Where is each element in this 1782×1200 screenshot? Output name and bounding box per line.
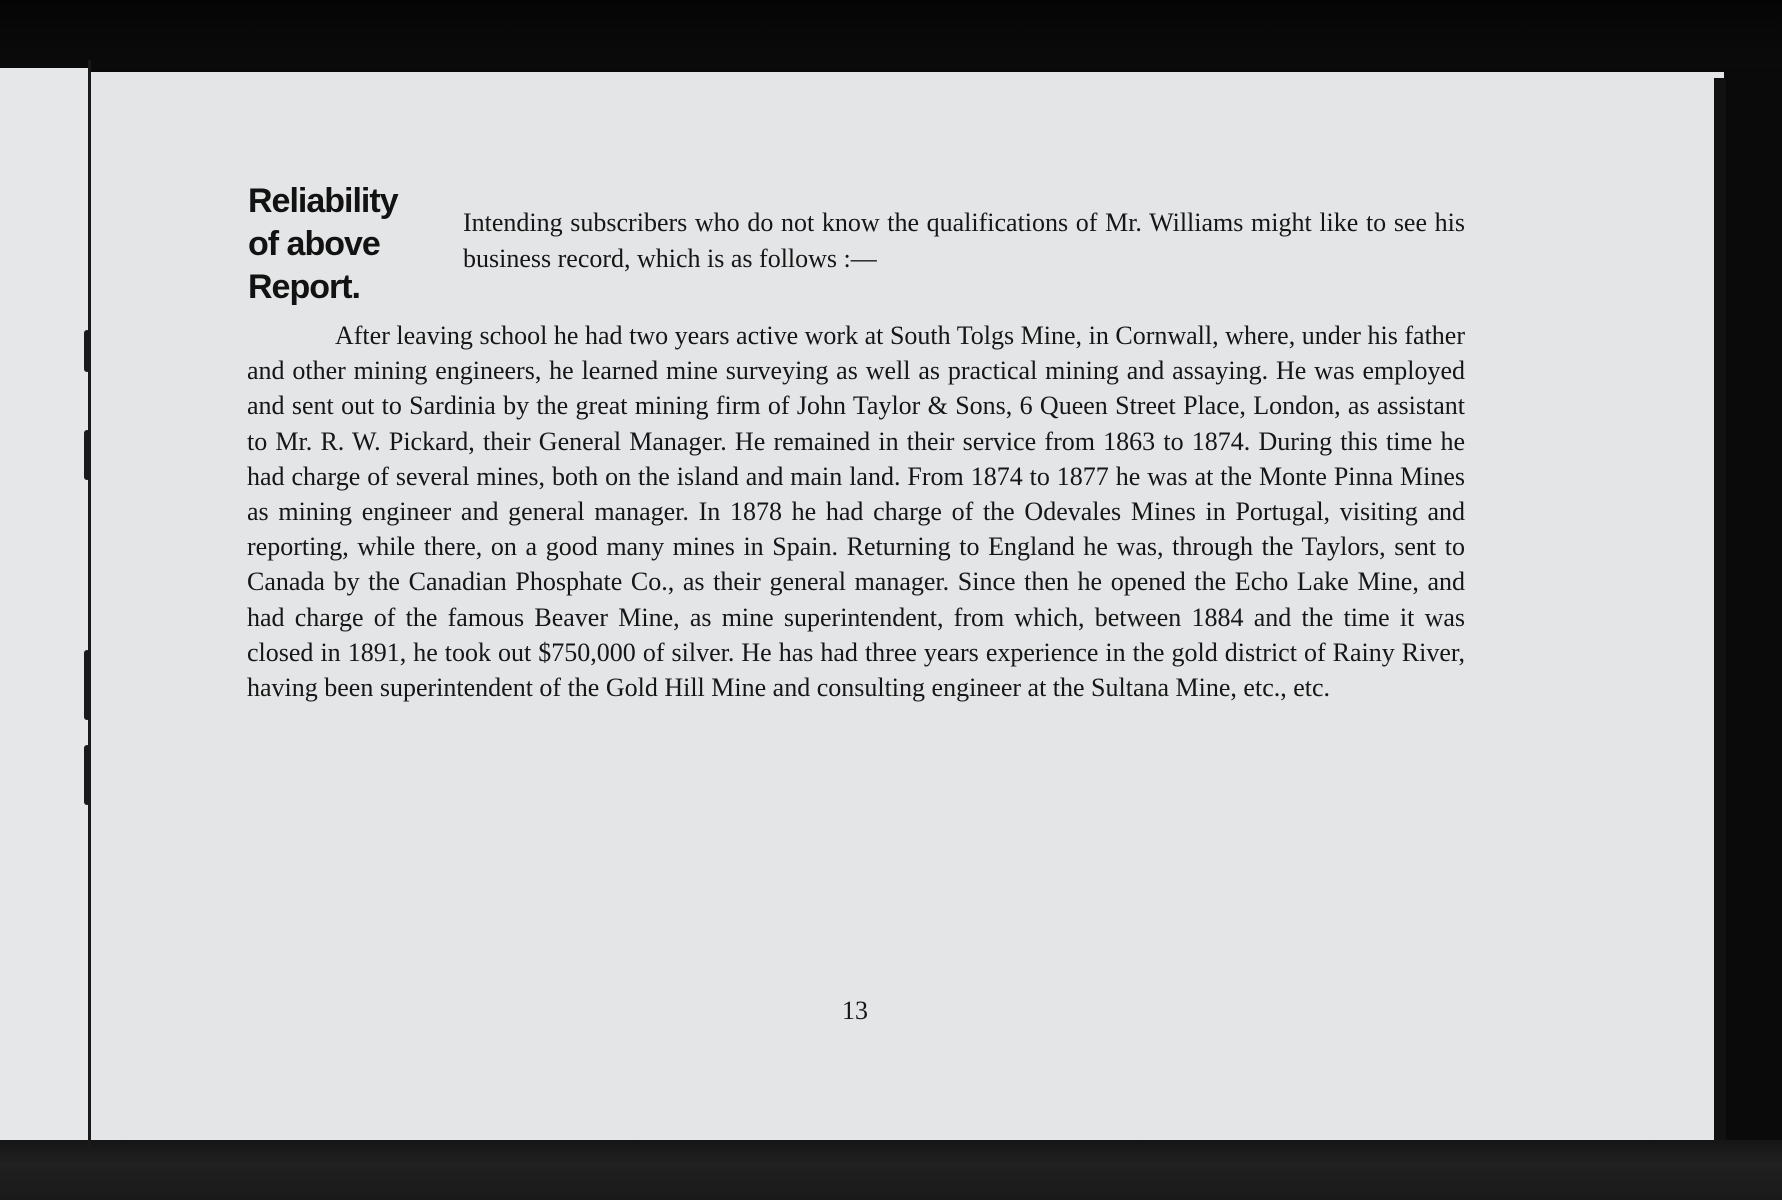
binding-mark: [84, 330, 90, 372]
binding-mark: [84, 430, 90, 480]
margin-heading-line: of above: [248, 225, 380, 263]
scan-bottom-border: [0, 1140, 1782, 1200]
facing-page-edge: [0, 68, 90, 1148]
binding-mark: [84, 745, 90, 805]
margin-heading-line: Reliability: [248, 182, 398, 220]
margin-heading: [248, 180, 418, 309]
business-record-paragraph: After leaving school he had two years active work at South Tolgs Mine, in Cornwall, where, under his father and other mining engineers, he learned mine surveying as well as practical mining and assaying. He was employed and sent out to Sardinia by the great mining firm of John Taylor & Sons, 6 Queen Street Place, London, as assistant to Mr. R. W. Pickard, their General Manager. He remained in their service from 1863 to 1874. During this time he had charge of several mines, both on the island and main land. From 1874 to 1877 he was at the Monte Pinna Mines as mining engineer and general manager. In 1878 he had charge of the Odevales Mines in Portugal, visiting and reporting, while there, on a good many mines in Spain. Returning to England he was, through the Taylors, sent to Canada by the Canadian Phosphate Co., as their general manager. Since then he opened the Echo Lake Mine, and had charge of the famous Beaver Mine, as mine superintendent, from which, between 1884 and the time it was closed in 1891, he took out $750,000 of silver. He has had three years experience in the gold district of Rainy River, having been superintendent of the Gold Hill Mine and consulting engineer at the Sultana Mine, etc., etc.: [247, 321, 1465, 703]
binding-mark: [84, 650, 90, 720]
scan-top-border: [0, 0, 1782, 68]
margin-heading-line: Report.: [248, 268, 360, 306]
page-binding-line: [88, 60, 91, 1150]
page-right-shadow: [1714, 78, 1726, 1148]
intro-paragraph: Intending subscribers who do not know the qualifications of Mr. Williams might like to see his business record, which is as follows :—: [463, 208, 1465, 273]
page-number: 13: [842, 996, 868, 1025]
